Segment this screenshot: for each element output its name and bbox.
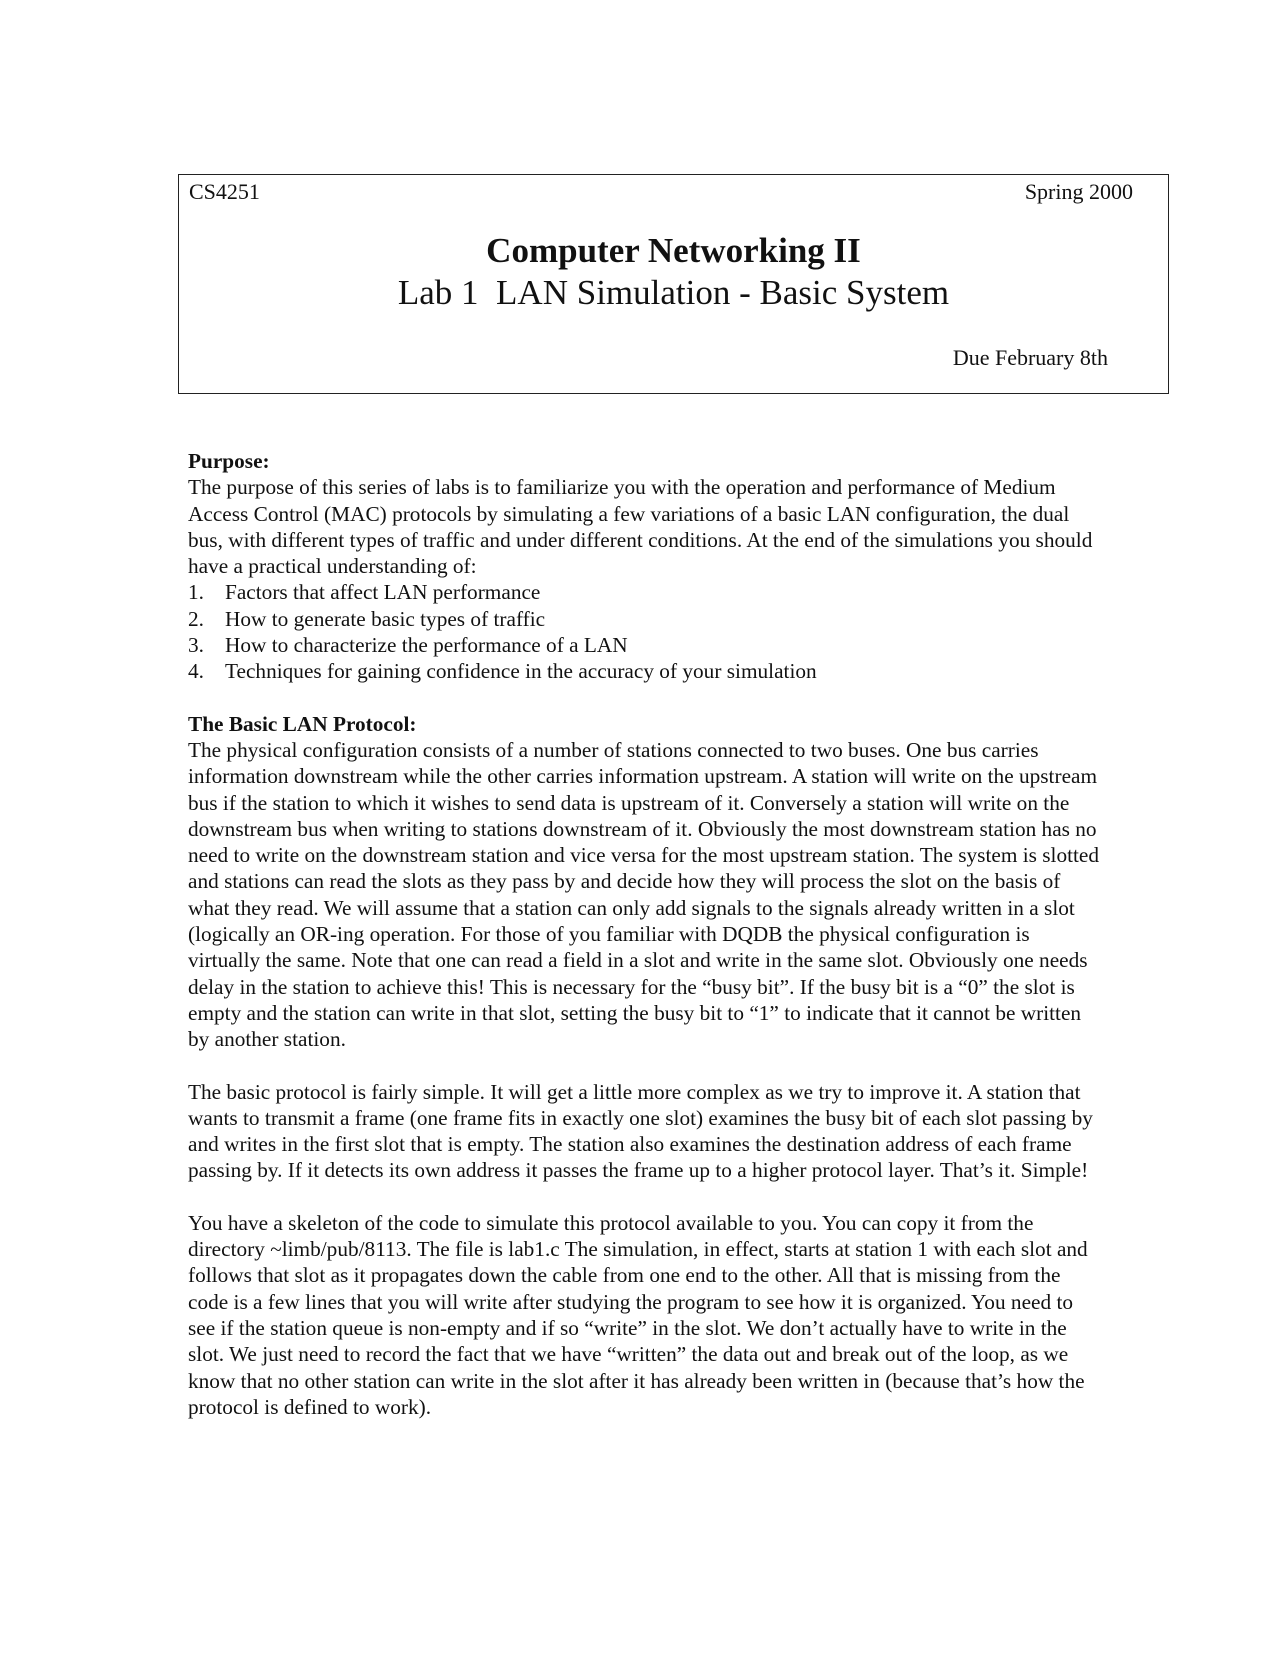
- text-line: protocol is defined to work).: [188, 1394, 432, 1419]
- text-line: know that no other station can write in the slot after it has already been written in (because that’s how the: [188, 1368, 1085, 1393]
- text-line: follows that slot as it propagates down the cable from one end to the other. All that is missing from the: [188, 1263, 1061, 1288]
- due-date: Due February 8th: [952, 345, 1108, 370]
- protocol-paragraph-3: [188, 1210, 1178, 1420]
- course-code: CS4251: [189, 179, 260, 204]
- list-number: 2.: [188, 606, 204, 631]
- spacer: [188, 685, 1178, 711]
- text-line: empty and the station can write in that slot, setting the busy bit to “1” to indicate that it cannot be written: [188, 1000, 1082, 1025]
- text-line: directory ~limb/pub/8113. The file is lab1.c The simulation, in effect, starts at station 1 with each slot and: [188, 1237, 1088, 1262]
- text-line: bus if the station to which it wishes to send data is upstream of it. Conversely a station will write on the: [188, 790, 1070, 815]
- list-item: [188, 658, 1178, 684]
- protocol-paragraph-2: [188, 1079, 1178, 1184]
- document-body: [188, 448, 1178, 1420]
- text-line: by another station.: [188, 1027, 346, 1052]
- text-line: The physical configuration consists of a number of stations connected to two buses. One bus carries: [188, 737, 1039, 762]
- text-line: Access Control (MAC) protocols by simulating a few variations of a basic LAN configuration, the dual: [188, 501, 1070, 526]
- course-title: Computer Networking II: [486, 231, 861, 270]
- purpose-paragraph: [188, 474, 1178, 579]
- list-number: 3.: [188, 633, 204, 658]
- lab-title: Lab 1 LAN Simulation - Basic System: [397, 273, 950, 312]
- text-line: The purpose of this series of labs is to familiarize you with the operation and performance of Medium: [188, 475, 1056, 500]
- text-line: and writes in the first slot that is empty. The station also examines the destination address of each frame: [188, 1132, 1072, 1157]
- text-line: (logically an OR-ing operation. For those of you familiar with DQDB the physical configuration is: [188, 922, 1030, 947]
- text-line: You have a skeleton of the code to simulate this protocol available to you. You can copy it from the: [188, 1210, 1034, 1235]
- text-line: see if the station queue is non-empty and if so “write” in the slot. We don’t actually have to write in the: [188, 1315, 1067, 1340]
- text-line: bus, with different types of traffic and under different conditions. At the end of the simulations you should: [188, 527, 1093, 552]
- list-item-text: Techniques for gaining confidence in the accuracy of your simulation: [225, 659, 817, 684]
- list-number: 1.: [188, 580, 204, 605]
- text-line: wants to transmit a frame (one frame fits in exactly one slot) examines the busy bit of each slot passing by: [188, 1105, 1093, 1130]
- list-item-text: How to characterize the performance of a LAN: [225, 633, 628, 658]
- text-line: need to write on the downstream station and vice versa for the most upstream station. The system is slotted: [188, 843, 1100, 868]
- text-line: downstream bus when writing to stations downstream of it. Obviously the most downstream station has no: [188, 816, 1097, 841]
- purpose-list: [188, 579, 1178, 684]
- term: Spring 2000: [1024, 179, 1133, 204]
- list-item-text: How to generate basic types of traffic: [225, 606, 546, 631]
- text-line: what they read. We will assume that a station can only add signals to the signals already written in a slot: [188, 895, 1075, 920]
- list-item: [188, 579, 1178, 605]
- header-box: [178, 174, 1169, 394]
- list-item: [188, 632, 1178, 658]
- text-line: passing by. If it detects its own address it passes the frame up to a higher protocol layer. That’s it. Simple!: [188, 1158, 1089, 1183]
- list-item: [188, 606, 1178, 632]
- text-line: The basic protocol is fairly simple. It will get a little more complex as we try to improve it. A station that: [188, 1079, 1081, 1104]
- text-line: have a practical understanding of:: [188, 554, 477, 579]
- text-line: slot. We just need to record the fact that we have “written” the data out and break out of the loop, as we: [188, 1342, 1069, 1367]
- spacer: [188, 1053, 1178, 1079]
- text-line: code is a few lines that you will write after studying the program to see how it is organized. You need to: [188, 1289, 1074, 1314]
- protocol-heading: The Basic LAN Protocol:: [188, 711, 417, 736]
- text-line: virtually the same. Note that one can read a field in a slot and write in the same slot. Obviously one needs: [188, 948, 1088, 973]
- list-number: 4.: [188, 659, 204, 684]
- text-line: and stations can read the slots as they pass by and decide how they will process the slot on the basis of: [188, 869, 1061, 894]
- protocol-paragraph-1: [188, 737, 1178, 1053]
- text-line: information downstream while the other carries information upstream. A station will write on the upstream: [188, 764, 1098, 789]
- text-line: delay in the station to achieve this! This is necessary for the “busy bit”. If the busy bit is a “0” the slot is: [188, 974, 1075, 999]
- list-item-text: Factors that affect LAN performance: [225, 580, 541, 605]
- spacer: [188, 1184, 1178, 1210]
- purpose-heading: Purpose:: [188, 449, 270, 473]
